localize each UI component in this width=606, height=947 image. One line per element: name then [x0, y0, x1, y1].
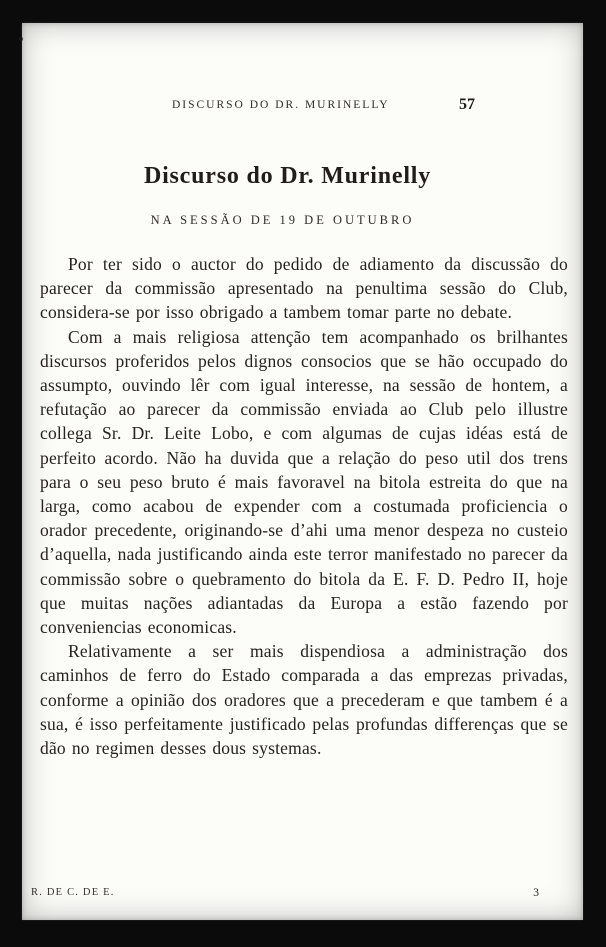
- paper-page: [22, 23, 583, 920]
- chapter-title: Discurso do Dr. Murinelly: [143, 163, 432, 189]
- page-number: 57: [459, 96, 475, 113]
- page-header: [22, 96, 583, 119]
- footer-signature: R. DE C. DE E.: [31, 887, 115, 898]
- running-title: DISCURSO DO DR. MURINELLY: [171, 99, 390, 111]
- page-footer: [31, 887, 539, 903]
- body-text: [40, 252, 568, 760]
- paragraph: Por ter sido o auctor do pedido de adiamento da discussão do parecer da commissão apresentado na penultima sessão do Club, considera-se por isso obrigado a tambem tomar parte no debate.: [40, 254, 568, 323]
- footer-sheet-number: 3: [533, 887, 539, 899]
- scan-speck: [19, 37, 23, 41]
- chapter-subtitle: NA SESSÃO DE 19 DE OUTUBRO: [150, 213, 415, 227]
- paragraph: Relativamente a ser mais dispendiosa a administração dos caminhos de ferro do Estado comparada a das emprezas privadas, conforme a opinião dos oradores que a precederam e que tambem é a sua, é isso perfeitamente justificado pelas profundas differenças que se dão no regimen desses dous systemas.: [40, 641, 568, 759]
- paragraph: Com a mais religiosa attenção tem acompanhado os brilhantes discursos proferidos pelos dignos consocios que se hão occupado do assumpto, ouvindo lêr com igual interesse, na sessão de hontem, a refutação ao parecer da commissão enviada ao Club pelo illustre collega Sr. Dr. Leite Lobo, e com algumas de cujas idéas está de perfeito acordo. Não ha duvida que a relação do peso util dos trens para o seu peso bruto é mais favoravel na bitola estreita do que na larga, como acabou de expender com a costumada proficiencia o orador precedente, originando-se d’ahi uma menor despeza no custeio d’aquella, nada justificando ainda este terror manifestado no parecer da commissão sobre o quebramento do bitola da E. F. D. Pedro II, hoje que muitas nações adiantadas da Europa a estão fazendo por conveniencias economicas.: [40, 326, 568, 638]
